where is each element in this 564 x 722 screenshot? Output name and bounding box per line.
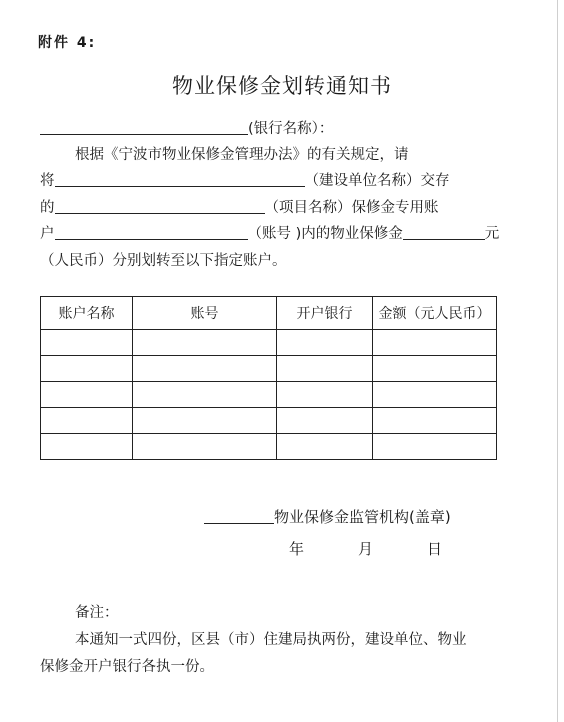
table-cell[interactable]: [373, 330, 497, 356]
developer-prefix: 将: [40, 173, 55, 189]
header-amount: 金额（元人民币）: [373, 297, 497, 330]
remark-label: 备注：: [75, 605, 119, 621]
bank-name-blank[interactable]: [40, 118, 248, 135]
project-prefix: 的: [40, 200, 55, 216]
developer-label: （建设单位名称）交存: [304, 173, 450, 189]
table-cell[interactable]: [373, 434, 497, 460]
project-name-blank[interactable]: [55, 197, 265, 214]
currency-unit: 元: [484, 226, 500, 242]
header-account-number: 账号: [133, 297, 277, 330]
table-cell[interactable]: [133, 330, 277, 356]
account-number-blank[interactable]: [55, 223, 248, 240]
date-line: [289, 538, 304, 559]
date-month: 月: [358, 540, 374, 558]
project-label: （项目名称）保修金专用账: [264, 200, 439, 216]
developer-line: [40, 169, 450, 190]
project-line: [40, 196, 439, 217]
attachment-label: 附件 4:: [38, 35, 97, 51]
date-year: 年: [289, 540, 305, 558]
table-cell[interactable]: [277, 330, 373, 356]
table-cell[interactable]: [133, 382, 277, 408]
account-label: （账号 )内的物业保修金: [247, 226, 403, 242]
table-row: [41, 356, 497, 382]
signature-blank[interactable]: [204, 507, 274, 524]
table-cell[interactable]: [277, 408, 373, 434]
table-row: [41, 382, 497, 408]
account-table: [40, 296, 497, 460]
remark-text-2: 保修金开户银行各执一份。: [40, 659, 214, 675]
header-bank: 开户银行: [277, 297, 373, 330]
table-cell[interactable]: [373, 356, 497, 382]
table-cell[interactable]: [41, 330, 133, 356]
date-day: 日: [427, 540, 443, 558]
table-cell[interactable]: [373, 408, 497, 434]
table-cell[interactable]: [41, 356, 133, 382]
table-cell[interactable]: [133, 434, 277, 460]
table-cell[interactable]: [133, 408, 277, 434]
developer-name-blank[interactable]: [55, 170, 305, 187]
bank-name-label: (银行名称）：: [248, 121, 334, 137]
bank-name-line: [40, 117, 333, 138]
table-cell[interactable]: [41, 434, 133, 460]
table-row: [41, 434, 497, 460]
table-cell[interactable]: [373, 382, 497, 408]
table-cell[interactable]: [41, 382, 133, 408]
supervisor-seal-label: 物业保修金监管机构(盖章): [274, 508, 451, 526]
table-row: [41, 408, 497, 434]
account-line: [40, 222, 499, 243]
table-header-row: [41, 297, 497, 330]
account-prefix: 户: [40, 226, 55, 242]
document-title: 物业保修金划转通知书: [172, 74, 392, 98]
table-row: [41, 330, 497, 356]
table-cell[interactable]: [277, 434, 373, 460]
table-cell[interactable]: [133, 356, 277, 382]
transfer-instruction: （人民币）分别划转至以下指定账户。: [40, 253, 287, 269]
table-cell[interactable]: [277, 356, 373, 382]
page-edge: [557, 0, 558, 722]
header-account-name: 账户名称: [41, 297, 133, 330]
regulation-text: 根据《宁波市物业保修金管理办法》的有关规定，请: [75, 147, 409, 163]
remark-text-1: 本通知一式四份，区县（市）住建局执两份，建设单位、物业: [75, 632, 467, 648]
amount-blank[interactable]: [403, 223, 485, 240]
table-cell[interactable]: [41, 408, 133, 434]
signature-line: [204, 506, 451, 527]
table-cell[interactable]: [277, 382, 373, 408]
